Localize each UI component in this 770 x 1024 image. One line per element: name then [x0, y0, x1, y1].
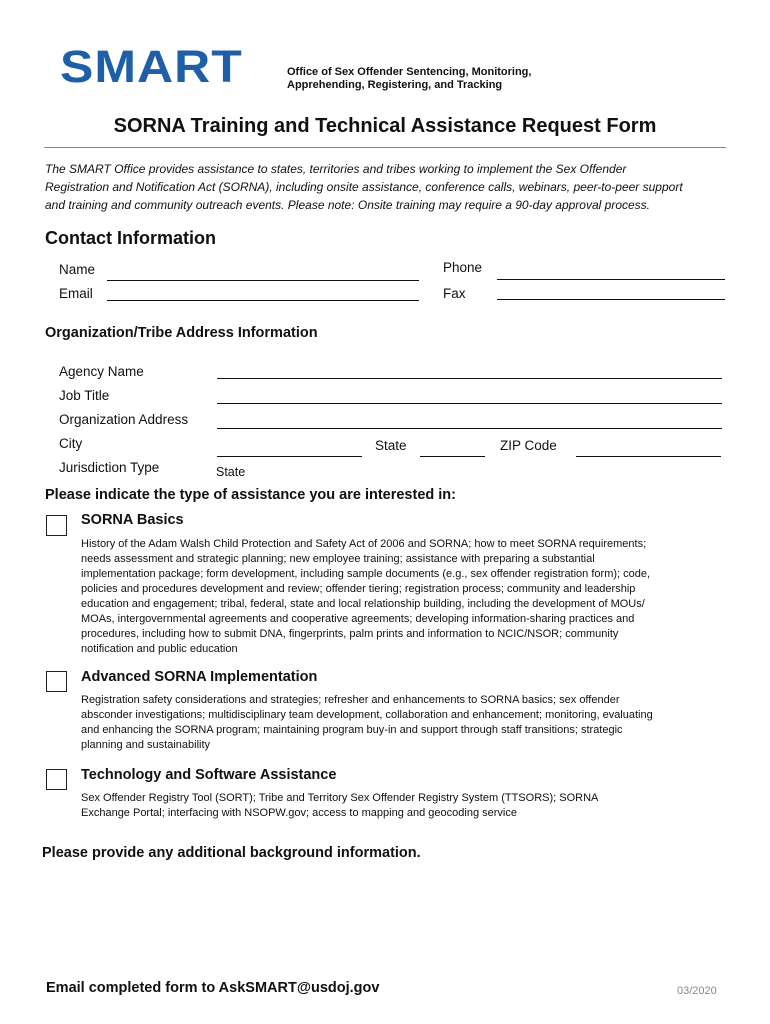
- advanced-sorna-description: [81, 693, 721, 753]
- zip-code-field[interactable]: [576, 456, 721, 457]
- technology-software-checkbox[interactable]: [46, 769, 67, 790]
- job-title-field[interactable]: [217, 403, 722, 404]
- description-line: History of the Adam Walsh Child Protection and Safety Act of 2006 and SORNA; how to meet SORNA requirements;: [81, 538, 647, 550]
- office-name-line2: Apprehending, Registering, and Tracking: [287, 79, 503, 91]
- description-line: education and engagement; tribal, federal, state and local relationship building, including the development of MOUs/: [81, 598, 645, 610]
- sorna-basics-description: [81, 537, 721, 657]
- background-heading: Please provide any additional background information.: [42, 845, 421, 861]
- title-divider: [44, 147, 726, 148]
- description-line: absconder investigations; multidisciplinary team development, collaboration and enhancement; monitoring, evaluating: [81, 709, 653, 721]
- org-address-label: Organization Address: [59, 412, 189, 427]
- description-line: procedures, including how to submit DNA, fingerprints, palm prints and information to NCIC/NSOR; community: [81, 628, 619, 640]
- org-address-field[interactable]: [217, 428, 722, 429]
- form-title: SORNA Training and Technical Assistance Request Form: [113, 115, 657, 137]
- zip-code-label: ZIP Code: [500, 438, 557, 453]
- description-line: Registration safety considerations and strategies; refresher and enhancements to SORNA basics; sex offender: [81, 694, 620, 706]
- fax-label: Fax: [443, 286, 466, 301]
- advanced-sorna-title: Advanced SORNA Implementation: [81, 669, 318, 685]
- intro-line: and training and community outreach events. Please note: Onsite training may require a 90-day approval process.: [45, 198, 651, 212]
- office-name-line1: Office of Sex Offender Sentencing, Monitoring,: [287, 66, 532, 78]
- phone-field[interactable]: [497, 279, 725, 280]
- description-line: planning and sustainability: [81, 739, 211, 751]
- phone-label: Phone: [443, 260, 483, 275]
- state-field[interactable]: [420, 456, 485, 457]
- city-label: City: [59, 436, 83, 451]
- sorna-basics-title: SORNA Basics: [81, 512, 184, 528]
- intro-line: The SMART Office provides assistance to states, territories and tribes working to implement the Sex Offender: [45, 162, 627, 176]
- description-line: policies and procedures development and review; offender tiering; registration process; community and leadership: [81, 583, 636, 595]
- name-field[interactable]: [107, 280, 419, 281]
- agency-name-label: Agency Name: [59, 364, 144, 379]
- smart-logo: SMART: [60, 41, 243, 92]
- agency-name-field[interactable]: [217, 378, 722, 379]
- city-field[interactable]: [217, 456, 362, 457]
- intro-line: Registration and Notification Act (SORNA), including onsite assistance, conference calls, webinars, peer-to-peer support: [45, 180, 683, 194]
- description-line: implementation package; form development, including sample documents (e.g., sex offender registration form); code,: [81, 568, 651, 580]
- email-field[interactable]: [107, 300, 419, 301]
- description-line: Sex Offender Registry Tool (SORT); Tribe and Territory Sex Offender Registry System (TTSORS); SORNA: [81, 792, 599, 804]
- description-line: Exchange Portal; interfacing with NSOPW.gov; access to mapping and geocoding service: [81, 807, 517, 819]
- intro-paragraph: [45, 160, 735, 214]
- email-label: Email: [59, 286, 93, 301]
- jurisdiction-type-label: Jurisdiction Type: [59, 460, 160, 475]
- form-revision-date: 03/2020: [677, 985, 717, 997]
- office-name: [287, 66, 531, 92]
- fax-field[interactable]: [497, 299, 725, 300]
- description-line: notification and public education: [81, 643, 238, 655]
- footer-email-instruction: Email completed form to AskSMART@usdoj.gov: [46, 980, 380, 996]
- name-label: Name: [59, 262, 96, 277]
- jurisdiction-type-select[interactable]: State: [216, 465, 246, 479]
- description-line: MOAs, intergovernmental agreements and cooperative agreements; developing information-sharing practices and: [81, 613, 635, 625]
- description-line: and enhancing the SORNA program; maintaining program buy-in and support through staff transitions; strategic: [81, 724, 623, 736]
- sorna-basics-checkbox[interactable]: [46, 515, 67, 536]
- advanced-sorna-checkbox[interactable]: [46, 671, 67, 692]
- contact-heading: Contact Information: [45, 228, 216, 248]
- state-label: State: [375, 438, 407, 453]
- description-line: needs assessment and strategic planning; new employee training; assistance with preparing a substantial: [81, 553, 595, 565]
- background-text-area[interactable]: [45, 870, 725, 970]
- technology-software-title: Technology and Software Assistance: [81, 767, 337, 783]
- technology-software-description: [81, 791, 721, 821]
- job-title-label: Job Title: [59, 388, 110, 403]
- assistance-heading: Please indicate the type of assistance you are interested in:: [45, 487, 456, 503]
- org-heading: Organization/Tribe Address Information: [45, 325, 318, 341]
